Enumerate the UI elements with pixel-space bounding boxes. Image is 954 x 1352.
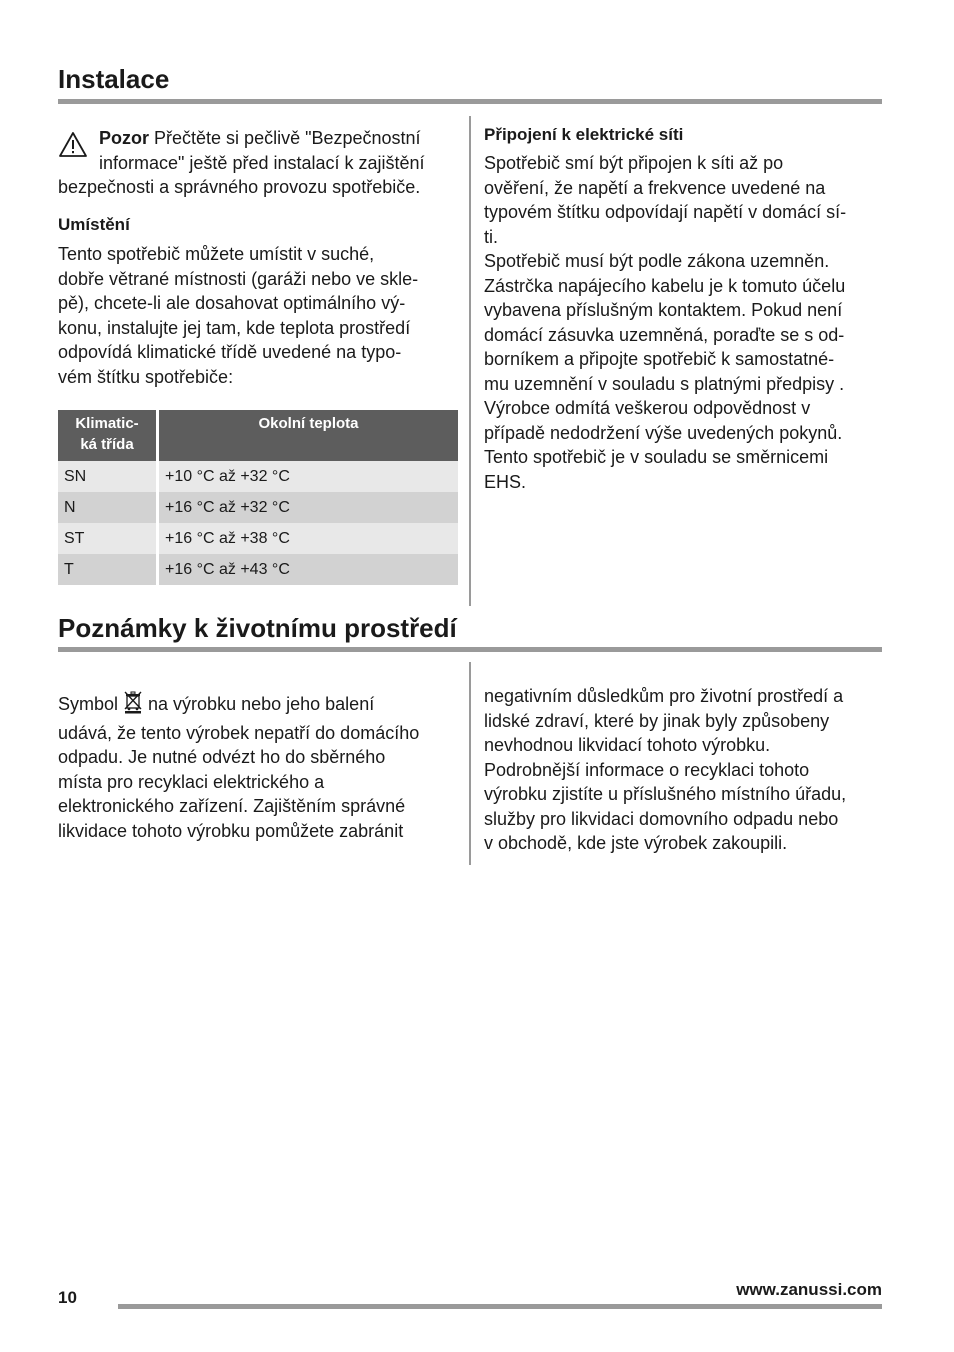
environment-line: elektronického zařízení. Zajištěním správné — [58, 796, 406, 816]
electric-heading: Připojení k elektrické síti — [484, 125, 684, 144]
section-title-rule — [58, 99, 882, 104]
placement-paragraph — [58, 242, 458, 389]
warning-text — [99, 126, 459, 175]
electric-line: Výrobce odmítá veškerou odpovědnost v — [484, 398, 811, 418]
symbol-text-after: na výrobku nebo jeho balení — [143, 694, 375, 714]
warning-icon-wrap — [58, 131, 88, 163]
section-title-rule — [58, 647, 882, 652]
electric-line: Tento spotřebič je v souladu se směrnicemi — [484, 447, 829, 467]
column-divider — [469, 662, 471, 865]
symbol-text-before: Symbol — [58, 694, 124, 714]
table-cell-temp: +16 °C až +32 °C — [158, 492, 459, 523]
placement-line: odpovídá klimatické třídě uvedené na typo- — [58, 342, 402, 362]
table-cell-temp: +16 °C až +38 °C — [158, 523, 459, 554]
electric-line: Zástrčka napájecího kabelu je k tomuto účelu — [484, 275, 846, 296]
table-row — [58, 461, 458, 492]
environment-right-paragraph — [484, 684, 884, 856]
warning-triangle-icon — [58, 131, 88, 158]
warning-line-2: informace" ještě před instalací k zajištění — [99, 152, 425, 173]
placement-line: Tento spotřebič můžete umístit v suché, — [58, 244, 375, 264]
placement-line: dobře větrané místnosti (garáži nebo ve skle- — [58, 268, 419, 289]
table-row — [58, 523, 458, 554]
table-cell-temp: +10 °C až +32 °C — [158, 461, 459, 492]
crossed-bin-icon — [123, 690, 143, 721]
warning-line-3: bezpečnosti a správného provozu spotřebiče. — [58, 177, 421, 197]
table-header-ambient-temp: Okolní teplota — [158, 410, 459, 461]
page-number: 10 — [58, 1288, 77, 1307]
placement-heading: Umístění — [58, 215, 130, 234]
warning-bold-label: Pozor — [99, 128, 150, 148]
table-cell-class: ST — [58, 523, 158, 554]
placement-line: pě), chcete-li ale dosahovat optimálního vý- — [58, 293, 406, 313]
environment-line: nevhodnou likvidací tohoto výrobku. — [484, 735, 771, 755]
electric-line: borníkem a připojte spotřebič k samostatné- — [484, 349, 835, 369]
section-title-instalace: Instalace — [58, 64, 170, 94]
electric-line: případě nedodržení výše uvedených pokynů. — [484, 422, 843, 443]
placement-line: vém štítku spotřebiče: — [58, 366, 234, 387]
table-cell-class: SN — [58, 461, 158, 492]
electric-line: EHS. — [484, 471, 527, 492]
environment-line: likvidace tohoto výrobku pomůžete zabránit — [58, 820, 404, 841]
table-cell-temp: +16 °C až +43 °C — [158, 554, 459, 585]
environment-line: odpadu. Je nutné odvézt ho do sběrného — [58, 747, 386, 767]
electric-line: ověření, že napětí a frekvence uvedené na — [484, 177, 826, 198]
electric-line: Spotřebič musí být podle zákona uzemněn. — [484, 251, 830, 271]
electric-line: mu uzemnění v souladu s platnými předpisy . — [484, 373, 845, 394]
environment-line: místa pro recyklaci elektrického a — [58, 771, 325, 792]
environment-line: výrobku zjistíte u příslušného místního úřadu, — [484, 784, 847, 804]
electric-line: ti. — [484, 226, 499, 247]
placement-line: konu, instalujte jej tam, kde teplota prostředí — [58, 317, 411, 338]
footer-rule — [118, 1304, 882, 1309]
electric-line: vybavena příslušným kontaktem. Pokud není — [484, 300, 843, 320]
table-cell-class: N — [58, 492, 158, 523]
column-divider — [469, 116, 471, 606]
environment-line: služby pro likvidaci domovního odpadu nebo — [484, 808, 839, 829]
website-link[interactable]: www.zanussi.com — [736, 1280, 882, 1299]
section-title-environment: Poznámky k životnímu prostředí — [58, 613, 457, 643]
environment-line: lidské zdraví, které by jinak byly způsobeny — [484, 710, 830, 731]
environment-line: v obchodě, kde jste výrobek zakoupili. — [484, 833, 788, 853]
table-header-climate-class — [58, 410, 158, 461]
electric-paragraph — [484, 151, 884, 494]
table-header-row — [58, 410, 458, 461]
climate-class-table — [58, 410, 458, 585]
environment-line: udává, že tento výrobek nepatří do domácího — [58, 722, 420, 743]
header-line: Klimatic- — [75, 415, 139, 432]
header-line: ká třída — [80, 436, 134, 453]
electric-line: Spotřebič smí být připojen k síti až po — [484, 153, 784, 173]
environment-left-paragraph — [58, 690, 463, 843]
warning-line-1: Přečtěte si pečlivě "Bezpečnostní — [149, 128, 421, 148]
electric-line: domácí zásuvka uzemněná, poraďte se s od- — [484, 324, 845, 345]
environment-line: negativním důsledkům pro životní prostředí a — [484, 686, 844, 706]
table-row — [58, 492, 458, 523]
table-cell-class: T — [58, 554, 158, 585]
table-row — [58, 554, 458, 585]
environment-line: Podrobnější informace o recyklaci tohoto — [484, 759, 810, 780]
electric-line: typovém štítku odpovídají napětí v domácí sí- — [484, 202, 847, 222]
